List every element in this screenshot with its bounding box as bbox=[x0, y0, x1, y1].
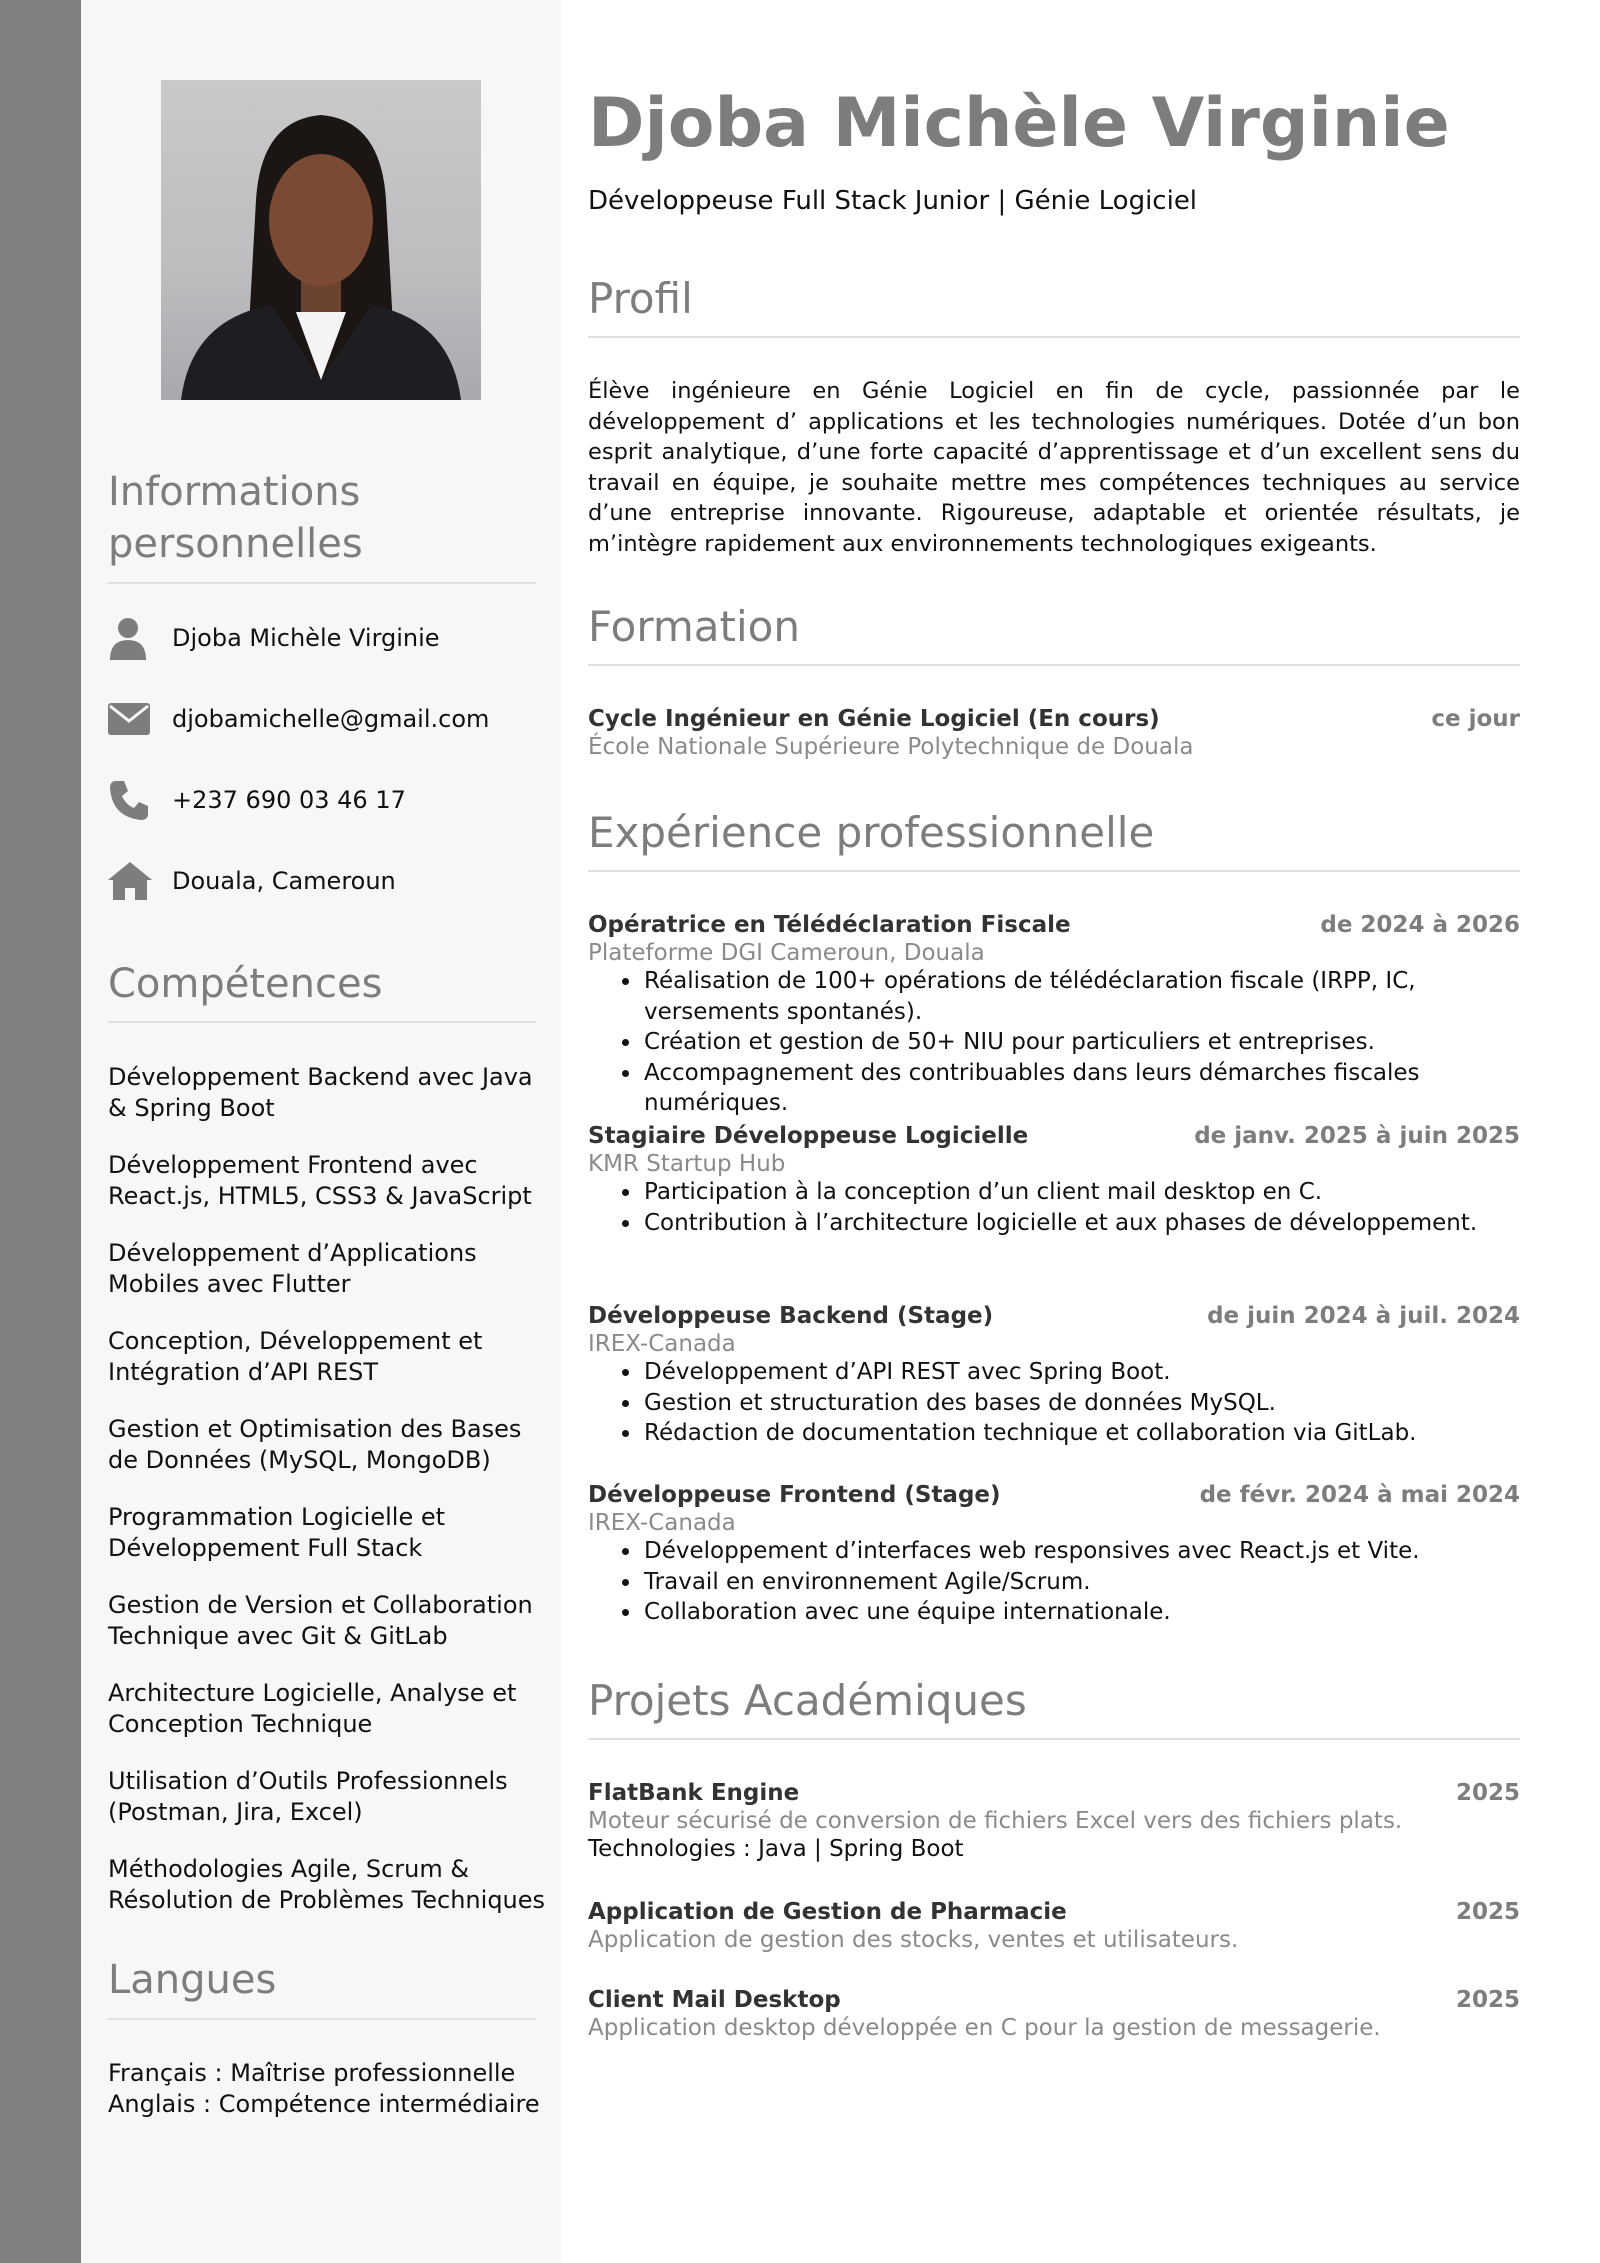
experience-entry-bullets bbox=[588, 1177, 1520, 1238]
project-entry-title: Client Mail Desktop bbox=[588, 1987, 841, 2013]
experience-divider bbox=[588, 870, 1520, 872]
contact-name bbox=[108, 614, 548, 662]
experience-entry-title: Opératrice en Télédéclaration Fiscale bbox=[588, 912, 1071, 938]
skill-item: Développement Frontend avec React.js, HTML5, CSS3 & JavaScript bbox=[108, 1151, 532, 1210]
education-title: Formation bbox=[588, 602, 800, 651]
contact-email-text[interactable]: djobamichelle@gmail.com bbox=[172, 705, 490, 733]
education-entry-title: Cycle Ingénieur en Génie Logiciel (En cours) bbox=[588, 706, 1160, 732]
experience-entry-date: de févr. 2024 à mai 2024 bbox=[1199, 1482, 1520, 1508]
education-entry-school: École Nationale Supérieure Polytechnique de Douala bbox=[588, 734, 1194, 760]
profile-text: Élève ingénieure en Génie Logiciel en fin de cycle, passionnée par le développement d’ applications et les technologies numériques. Dotée d’un bon esprit analytique, d’une forte capacité d’apprentissage et d’un excellent sens du travail en équipe, je souhaite mettre mes compétences techniques au service d’une entreprise innovante. Rigoureuse, adaptable et orientée résultats, je m’intègre rapidement aux environnements technologiques exigeants. bbox=[588, 378, 1520, 557]
project-entry-description: Moteur sécurisé de conversion de fichiers Excel vers des fichiers plats. bbox=[588, 1808, 1403, 1834]
experience-entry bbox=[588, 1303, 1520, 1449]
experience-entry bbox=[588, 912, 1520, 1119]
experience-entry-title: Développeuse Backend (Stage) bbox=[588, 1303, 994, 1329]
experience-entry-company: IREX-Canada bbox=[588, 1331, 736, 1357]
skill-item: Programmation Logicielle et Développement Full Stack bbox=[108, 1503, 446, 1562]
bullet-item: • Gestion et structuration des bases de données MySQL. bbox=[642, 1388, 1520, 1419]
experience-entry-bullets bbox=[588, 1536, 1520, 1628]
skill-item: Méthodologies Agile, Scrum & Résolution de Problèmes Techniques bbox=[108, 1855, 546, 1914]
bullet-item: • Rédaction de documentation technique et collaboration via GitLab. bbox=[642, 1418, 1520, 1449]
bullet-item: • Développement d’interfaces web responsives avec React.js et Vite. bbox=[642, 1536, 1520, 1567]
skill-item: Architecture Logicielle, Analyse et Conception Technique bbox=[108, 1679, 517, 1738]
skill-item: Gestion et Optimisation des Bases de Données (MySQL, MongoDB) bbox=[108, 1415, 522, 1474]
project-entry-title: Application de Gestion de Pharmacie bbox=[588, 1899, 1067, 1925]
languages-list bbox=[108, 2058, 548, 2120]
experience-entry-date: de juin 2024 à juil. 2024 bbox=[1207, 1303, 1520, 1329]
experience-entry-company: Plateforme DGI Cameroun, Douala bbox=[588, 940, 985, 966]
experience-entry-title: Développeuse Frontend (Stage) bbox=[588, 1482, 1001, 1508]
project-entry bbox=[588, 1899, 1520, 1953]
experience-entry-date: de janv. 2025 à juin 2025 bbox=[1194, 1123, 1520, 1149]
user-icon bbox=[108, 616, 152, 660]
project-entry bbox=[588, 1987, 1520, 2041]
contact-phone-text[interactable]: +237 690 03 46 17 bbox=[172, 786, 406, 814]
skill-item: Utilisation d’Outils Professionnels (Postman, Jira, Excel) bbox=[108, 1767, 508, 1826]
project-entry-date: 2025 bbox=[1455, 1987, 1520, 2013]
contact-location-text: Douala, Cameroun bbox=[172, 867, 396, 895]
experience-entry-company: IREX-Canada bbox=[588, 1510, 736, 1536]
bullet-item: • Développement d’API REST avec Spring Boot. bbox=[642, 1357, 1520, 1388]
experience-entry-title: Stagiaire Développeuse Logicielle bbox=[588, 1123, 1029, 1149]
bullet-item: • Contribution à l’architecture logicielle et aux phases de développement. bbox=[642, 1208, 1520, 1239]
languages-divider bbox=[108, 2018, 536, 2020]
profile-photo bbox=[161, 80, 481, 400]
projects-title: Projets Académiques bbox=[588, 1676, 1027, 1725]
education-entry-date: ce jour bbox=[1431, 706, 1520, 732]
experience-title: Expérience professionnelle bbox=[588, 808, 1155, 857]
bullet-item: • Création et gestion de 50+ NIU pour particuliers et entreprises. bbox=[642, 1027, 1520, 1058]
personal-info-title: Informations personnelles bbox=[108, 469, 363, 567]
personal-info-divider bbox=[108, 582, 536, 584]
project-entry-description: Application de gestion des stocks, ventes et utilisateurs. bbox=[588, 1927, 1239, 1953]
bullet-item: • Réalisation de 100+ opérations de télédéclaration fiscale (IRPP, IC, versements spontanés). bbox=[642, 966, 1520, 1027]
envelope-icon bbox=[108, 697, 152, 741]
experience-entry-bullets bbox=[588, 966, 1520, 1119]
project-entry-title: FlatBank Engine bbox=[588, 1780, 800, 1806]
experience-entry-bullets bbox=[588, 1357, 1520, 1449]
skill-item: Conception, Développement et Intégration d’API REST bbox=[108, 1327, 483, 1386]
skill-item: Développement d’Applications Mobiles avec Flutter bbox=[108, 1239, 477, 1298]
education-entry bbox=[588, 706, 1520, 760]
project-entry-description: Application desktop développée en C pour la gestion de messagerie. bbox=[588, 2015, 1381, 2041]
skills-list bbox=[108, 1062, 548, 1942]
candidate-name: Djoba Michèle Virginie bbox=[588, 84, 1450, 163]
experience-entry bbox=[588, 1482, 1520, 1628]
skills-title: Compétences bbox=[108, 961, 383, 1007]
language-item: Anglais : Compétence intermédiaire bbox=[108, 2090, 540, 2118]
experience-entry bbox=[588, 1123, 1520, 1238]
sidebar-accent-stripe bbox=[0, 0, 81, 2263]
experience-entry-date: de 2024 à 2026 bbox=[1320, 912, 1520, 938]
language-item: Français : Maîtrise professionnelle bbox=[108, 2059, 516, 2087]
experience-entry-company: KMR Startup Hub bbox=[588, 1151, 786, 1177]
profile-divider bbox=[588, 336, 1520, 338]
projects-divider bbox=[588, 1738, 1520, 1740]
contact-phone bbox=[108, 776, 548, 824]
phone-icon bbox=[108, 778, 152, 822]
project-entry-technologies: Technologies : Java | Spring Boot bbox=[588, 1836, 964, 1862]
contact-location bbox=[108, 857, 548, 905]
skills-divider bbox=[108, 1021, 536, 1023]
contact-email bbox=[108, 695, 548, 743]
bullet-item: • Travail en environnement Agile/Scrum. bbox=[642, 1567, 1520, 1598]
candidate-subtitle: Développeuse Full Stack Junior | Génie Logiciel bbox=[588, 186, 1198, 216]
bullet-item: • Accompagnement des contribuables dans leurs démarches fiscales numériques. bbox=[642, 1058, 1520, 1119]
home-icon bbox=[108, 859, 152, 903]
project-entry-date: 2025 bbox=[1455, 1899, 1520, 1925]
bullet-item: • Participation à la conception d’un client mail desktop en C. bbox=[642, 1177, 1520, 1208]
project-entry bbox=[588, 1780, 1520, 1862]
bullet-item: • Collaboration avec une équipe internationale. bbox=[642, 1597, 1520, 1628]
project-entry-date: 2025 bbox=[1455, 1780, 1520, 1806]
education-divider bbox=[588, 664, 1520, 666]
skill-item: Développement Backend avec Java & Spring Boot bbox=[108, 1063, 533, 1122]
contact-name-text: Djoba Michèle Virginie bbox=[172, 624, 440, 652]
languages-title: Langues bbox=[108, 1957, 277, 2003]
skill-item: Gestion de Version et Collaboration Technique avec Git & GitLab bbox=[108, 1591, 533, 1650]
profile-title: Profil bbox=[588, 274, 693, 323]
